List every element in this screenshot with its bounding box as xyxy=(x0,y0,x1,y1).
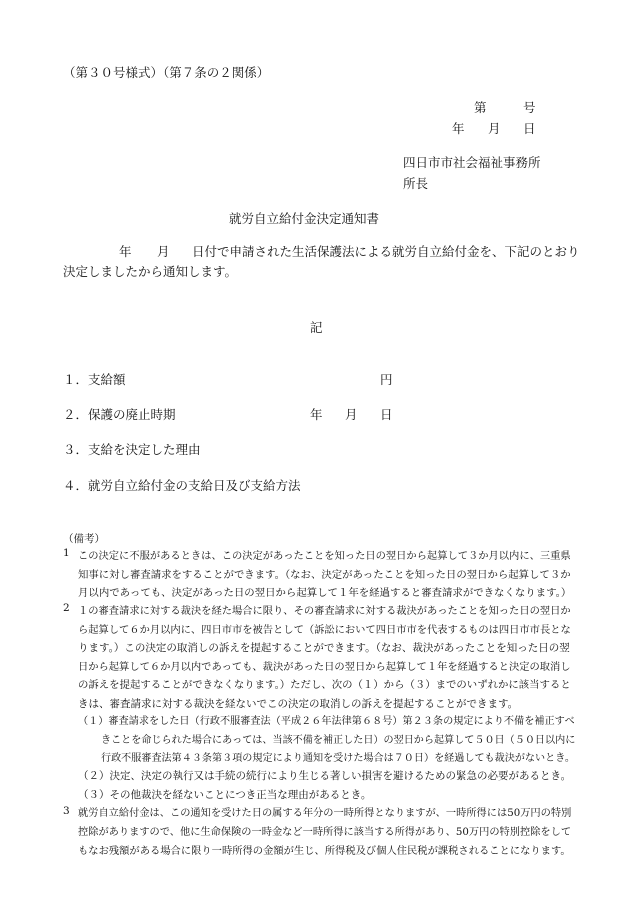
note-3-line2: 控除がありますので、他に生命保険の一時金など一時所得に該当する所得があり、50万円の特別控除をして xyxy=(78,826,572,838)
issue-date-day: 日 xyxy=(523,121,536,136)
note-1 xyxy=(78,547,574,603)
note-1-line1: この決定に不服があるときは、この決定があったことを知った日の翌日から起算して３か月以内に、三重県 xyxy=(78,550,571,562)
item-termination-label: ２．保護の廃止時期 xyxy=(63,407,176,422)
note-2-sub-1-line1: （１）審査請求をした日（行政不服審査法（平成２６年法律第６８号）第２３条の規定により不備を補正すべ xyxy=(78,716,575,727)
item-payment-label: ４．就労自立給付金の支給日及び支給方法 xyxy=(63,478,301,493)
note-2-sub-1-line3: 行政不服審査法第４３条第３項の規定により通知を受けた場合は７０日）を経過しても裁決がないとき。 xyxy=(101,753,575,764)
note-3-line1: 就労自立給付金は、この通知を受けた日の属する年分の一時所得となりますが、一時所得には50万円の特別 xyxy=(78,808,572,819)
body-year: 年 xyxy=(119,244,132,259)
note-2-number: 2 xyxy=(63,602,70,614)
note-3-number: 3 xyxy=(63,805,70,817)
note-2-line3: ります。）この決定の取消しの訴えを提起することができます。（なお、裁決があったことを知った日の翌 xyxy=(78,642,570,654)
ki-marker: 記 xyxy=(310,320,323,335)
note-1-line2: 知事に対し審査請求をすることができます。（なお、決定があったことを知った日の翌日から起算して３か xyxy=(78,568,571,581)
item-termination-day: 日 xyxy=(380,407,393,422)
note-2-line6: きは、審査請求に対する裁決を経ないでこの決定の取消しの訴えを提起することができます。 xyxy=(78,697,519,710)
note-2-line2: ら起算して６か月以内に、四日市市を被告として（訴訟において四日市市を代表するものは四日市市長とな xyxy=(78,623,571,636)
note-2-line1: １の審査請求に対する裁決を経た場合に限り、その審査請求に対する裁決があったことを知った日の翌日か xyxy=(78,605,571,617)
notes-heading: （備考） xyxy=(63,533,105,545)
note-2 xyxy=(78,602,574,713)
document-title: 就労自立給付金決定通知書 xyxy=(229,211,380,226)
note-1-line3: 月以内であっても、決定があった日の翌日から起算して１年を経過すると審査請求ができなくなります。） xyxy=(78,587,572,599)
issuer-office: 四日市市社会福祉事務所 xyxy=(403,155,541,170)
issuer-title: 所長 xyxy=(403,176,429,191)
issue-date-year: 年 xyxy=(452,121,465,136)
note-2-line5: の訴えを提起することができなくなります。）ただし、次の（１）から（３）までのいずれかに該当すると xyxy=(78,679,571,691)
note-2-sub-3: （３）その他裁決を経ないことにつき正当な理由があるとき。 xyxy=(78,789,372,801)
note-2-sub-2: （２）決定、決定の執行又は手続の続行により生じる著しい損害を避けるための緊急の必要があるとき。 xyxy=(78,770,572,782)
body-text-line2: 決定しましたから通知します。 xyxy=(63,264,238,279)
item-reason-label: ３．支給を決定した理由 xyxy=(63,442,201,457)
note-3-line3: もなお残額がある場合に限り一時所得の金額が生じ、所得税及び個人住民税が課税されることになります。 xyxy=(78,845,571,857)
note-3 xyxy=(78,805,574,861)
note-2-sub-1 xyxy=(78,713,578,769)
item-amount-unit: 円 xyxy=(380,372,393,387)
note-2-sub-1-line2: きことを命じられた場合にあっては、当該不備を補正した日）の翌日から起算して５０日（５０日以内に xyxy=(101,734,576,746)
item-amount-label: １．支給額 xyxy=(63,372,126,387)
item-termination-year: 年 xyxy=(310,407,323,422)
body-month: 月 xyxy=(157,244,170,259)
body-text-line1: 日付で申請された生活保護法による就労自立給付金を、下記のとおり xyxy=(192,244,580,259)
document-number-label: 第 xyxy=(474,100,487,115)
document-number-suffix: 号 xyxy=(523,100,536,115)
item-termination-month: 月 xyxy=(345,407,358,422)
form-number: （第３０号様式）（第７条の２関係） xyxy=(63,65,270,80)
note-1-number: 1 xyxy=(63,547,70,559)
issue-date-month: 月 xyxy=(488,121,501,136)
note-2-line4: 日から起算して６か月以内であっても、裁決があった日の翌日から起算して１年を経過すると決定の取消し xyxy=(78,660,571,673)
